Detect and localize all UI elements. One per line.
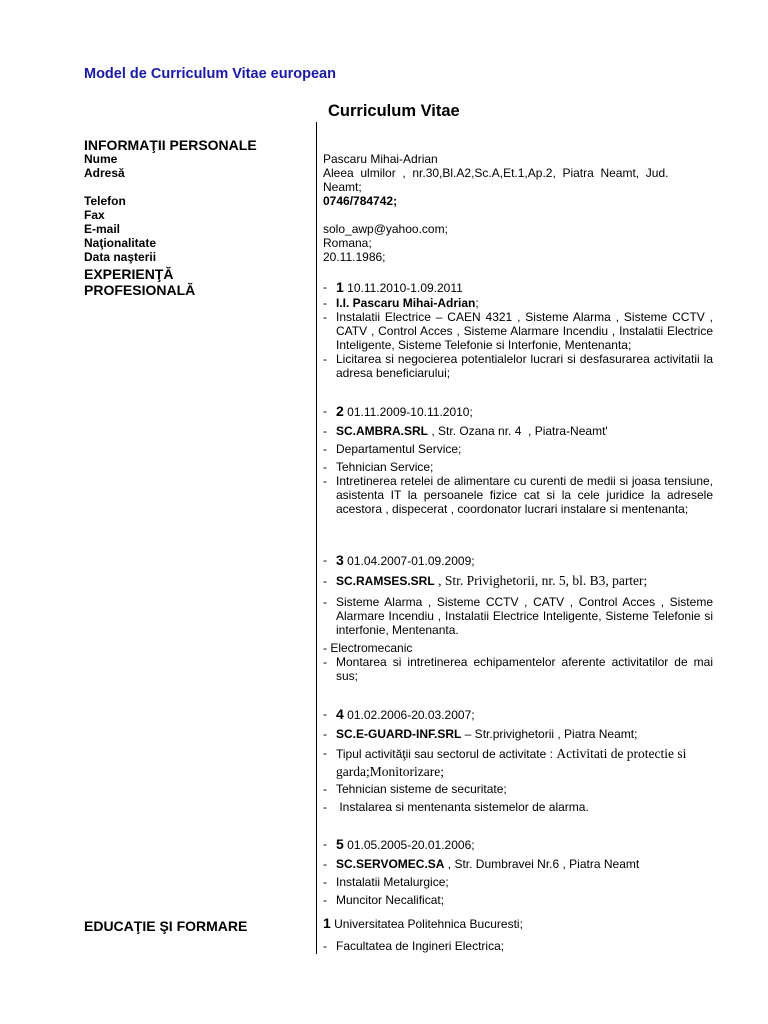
value-email: solo_awp@yahoo.com; — [323, 222, 448, 236]
education-university: 1 Universitatea Politehnica Bucuresti; — [323, 915, 523, 931]
value-name: Pascaru Mihai-Adrian — [323, 152, 438, 166]
label-phone: Telefon — [84, 194, 126, 208]
experience-section-title-1: EXPERIENŢĂ — [84, 266, 174, 282]
job-4-detail: - Instalarea si mentenanta sistemelor de alarma. — [323, 800, 589, 814]
job-3-employer: - SC.RAMSES.SRL , Str. Privighetorii, nr. 5, bl. B3, parter; — [323, 573, 648, 588]
job-2-detail: - Tehnician Service; — [323, 460, 434, 474]
column-divider — [316, 122, 317, 954]
cv-title: Curriculum Vitae — [328, 102, 460, 120]
label-birth: Data naşterii — [84, 250, 157, 264]
job-2-period: - 2 01.11.2009-10.11.2010; — [323, 403, 473, 419]
job-2-detail: - Intretinerea retelei de alimentare cu curenti de medii si joasa tensiune, asistenta IT la persoanele fizice cat si la cele juridice la adresele acestora , dispecerat , coordonator lucrari instalare si mentenanta; — [323, 474, 713, 516]
education-section-title: EDUCAŢIE ŞI FORMARE — [84, 918, 248, 934]
job-4-employer: - SC.E-GUARD-INF.SRL – Str.privighetorii , Piatra Neamt; — [323, 727, 638, 741]
job-5-employer: - SC.SERVOMEC.SA , Str. Dumbravei Nr.6 , Piatra Neamt — [323, 857, 640, 871]
label-name: Nume — [84, 152, 118, 166]
job-2-detail: - Departamentul Service; — [323, 442, 462, 456]
job-2-employer: - SC.AMBRA.SRL , Str. Ozana nr. 4 , Piatra-Neamt' — [323, 424, 608, 438]
job-1-period: - 1 10.11.2010-1.09.2011 — [323, 279, 463, 295]
job-4-period: - 4 01.02.2006-20.03.2007; — [323, 706, 475, 722]
job-number: 4 — [336, 706, 344, 722]
job-5-detail: - Muncitor Necalificat; — [323, 893, 445, 907]
label-email: E-mail — [84, 222, 121, 236]
job-5-detail: - Instalatii Metalurgice; — [323, 875, 449, 889]
experience-section-title-2: PROFESIONALĂ — [84, 282, 196, 298]
job-5-period: - 5 01.05.2005-20.01.2006; — [323, 836, 475, 852]
job-4-detail: - Tipul activităţii sau sectorul de activitate : Activitati de protectie si garda;Monitorizare; — [323, 746, 687, 779]
label-fax: Fax — [84, 208, 105, 222]
value-address-line1: Aleea ulmilor , nr.30,Bl.A2,Sc.A,Et.1,Ap.2, Piatra Neamt, Jud. — [323, 166, 669, 180]
education-faculty: - Facultatea de Ingineri Electrica; — [323, 939, 505, 953]
job-4-detail: - Tehnician sisteme de securitate; — [323, 782, 507, 796]
job-1-employer: - I.I. Pascaru Mihai-Adrian; — [323, 296, 479, 310]
value-address-line2: Neamt; — [323, 180, 362, 194]
personal-section-title: INFORMAŢII PERSONALE — [84, 137, 257, 153]
job-number: 5 — [336, 836, 344, 852]
job-3-detail: - Montarea si intretinerea echipamentelor aferente activitatilor de mai sus; — [323, 655, 713, 683]
job-1-detail: - Instalatii Electrice – CAEN 4321 , Sisteme Alarma , Sisteme CCTV , CATV , Control Acces , Sisteme Alarmare Incendiu , Instalatii Electrice Inteligente, Sisteme Telefonie si Interfonie, Mentenanta; — [323, 310, 713, 352]
label-nationality: Naţionalitate — [84, 236, 157, 250]
value-phone: 0746/784742; — [323, 194, 398, 208]
job-3-detail: - Sisteme Alarma , Sisteme CCTV , CATV , Control Acces , Sisteme Alarmare Incendiu , Instalatii Electrice Inteligente, Sisteme Telefonie si interfonie, Mentenanta. — [323, 595, 713, 637]
job-3-detail: - Electromecanic — [323, 641, 413, 655]
job-1-detail: - Licitarea si negocierea potentialelor lucrari si desfasurarea activitatii la adresa beneficiarului; — [323, 352, 713, 380]
job-number: 3 — [336, 552, 344, 568]
job-number: 1 — [336, 279, 344, 295]
model-title: Model de Curriculum Vitae european — [84, 66, 336, 82]
job-3-period: - 3 01.04.2007-01.09.2009; — [323, 552, 475, 568]
value-birth: 20.11.1986; — [323, 250, 386, 264]
job-number: 2 — [336, 403, 344, 419]
value-nationality: Romana; — [323, 236, 372, 250]
label-address: Adresă — [84, 166, 125, 180]
